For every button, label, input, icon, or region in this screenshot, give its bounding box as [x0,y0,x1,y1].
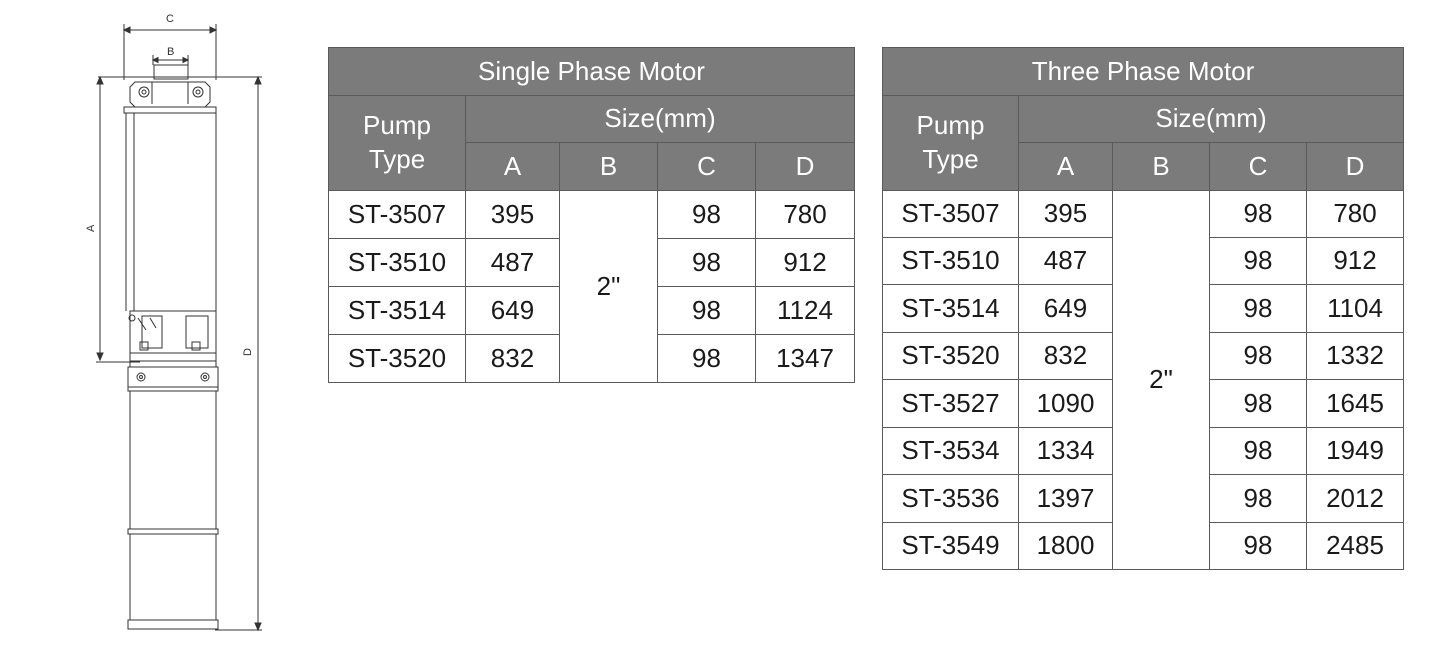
pump-type-line2: Type [368,144,426,174]
size-c-cell: 98 [1210,380,1307,428]
pump-type-cell: ST-3549 [883,523,1019,570]
size-d-cell: 2012 [1307,475,1404,523]
size-c-cell: 98 [1210,475,1307,523]
single-phase-table [328,47,855,383]
size-d-cell: 1645 [1307,380,1404,428]
pump-type-cell: ST-3520 [883,333,1019,380]
size-header: Size(mm) [1019,96,1404,143]
pump-type-header [883,96,1019,191]
pump-type-cell: ST-3514 [329,287,466,335]
pump-type-cell: ST-3510 [883,238,1019,285]
size-c-cell: 98 [1210,191,1307,238]
dim-label-a: A [85,224,97,232]
size-d-cell: 1104 [1307,285,1404,333]
pump-type-cell: ST-3507 [329,191,466,239]
size-d-cell: 1332 [1307,333,1404,380]
size-a-cell: 395 [466,191,560,239]
size-c-cell: 98 [658,335,756,383]
size-c-cell: 98 [658,287,756,335]
pump-type-cell: ST-3514 [883,285,1019,333]
size-a-cell: 649 [466,287,560,335]
size-c-cell: 98 [658,239,756,287]
size-b-cell: 2" [560,191,658,383]
column-header-b: B [1113,143,1210,191]
size-a-cell: 487 [466,239,560,287]
dim-label-b: B [167,46,175,58]
dim-label-c: C [166,13,174,25]
size-c-cell: 98 [1210,333,1307,380]
column-header-d: D [756,143,855,191]
size-c-cell: 98 [658,191,756,239]
table-title: Single Phase Motor [329,48,855,96]
size-a-cell: 649 [1019,285,1113,333]
table-row [883,191,1404,238]
pump-type-header [329,96,466,191]
pump-type-line1: Pump [916,110,985,141]
three-phase-table [882,47,1404,570]
column-header-a: A [1019,143,1113,191]
pump-type-cell: ST-3507 [883,191,1019,238]
column-header-d: D [1307,143,1404,191]
size-a-cell: 1397 [1019,475,1113,523]
size-a-cell: 1090 [1019,380,1113,428]
size-a-cell: 1800 [1019,523,1113,570]
pump-dimension-drawing [0,0,300,651]
size-a-cell: 487 [1019,238,1113,285]
size-d-cell: 1949 [1307,428,1404,475]
column-header-a: A [466,143,560,191]
pump-type-cell: ST-3527 [883,380,1019,428]
pump-type-line2: Type [922,144,979,174]
size-d-cell: 1124 [756,287,855,335]
pump-type-cell: ST-3534 [883,428,1019,475]
size-c-cell: 98 [1210,523,1307,570]
size-a-cell: 832 [1019,333,1113,380]
size-b-cell: 2" [1113,191,1210,570]
column-header-c: C [1210,143,1307,191]
size-d-cell: 780 [1307,191,1404,238]
size-d-cell: 912 [1307,238,1404,285]
column-header-b: B [560,143,658,191]
size-d-cell: 2485 [1307,523,1404,570]
column-header-c: C [658,143,756,191]
size-d-cell: 780 [756,191,855,239]
pump-type-cell: ST-3520 [329,335,466,383]
size-c-cell: 98 [1210,428,1307,475]
size-header: Size(mm) [466,96,855,143]
pump-type-cell: ST-3510 [329,239,466,287]
size-d-cell: 1347 [756,335,855,383]
table-title: Three Phase Motor [883,48,1404,96]
dim-label-d: D [242,348,254,356]
size-d-cell: 912 [756,239,855,287]
size-a-cell: 832 [466,335,560,383]
size-a-cell: 395 [1019,191,1113,238]
table-row [329,191,855,239]
pump-type-cell: ST-3536 [883,475,1019,523]
size-c-cell: 98 [1210,238,1307,285]
pump-type-line1: Pump [363,110,431,141]
size-c-cell: 98 [1210,285,1307,333]
size-a-cell: 1334 [1019,428,1113,475]
